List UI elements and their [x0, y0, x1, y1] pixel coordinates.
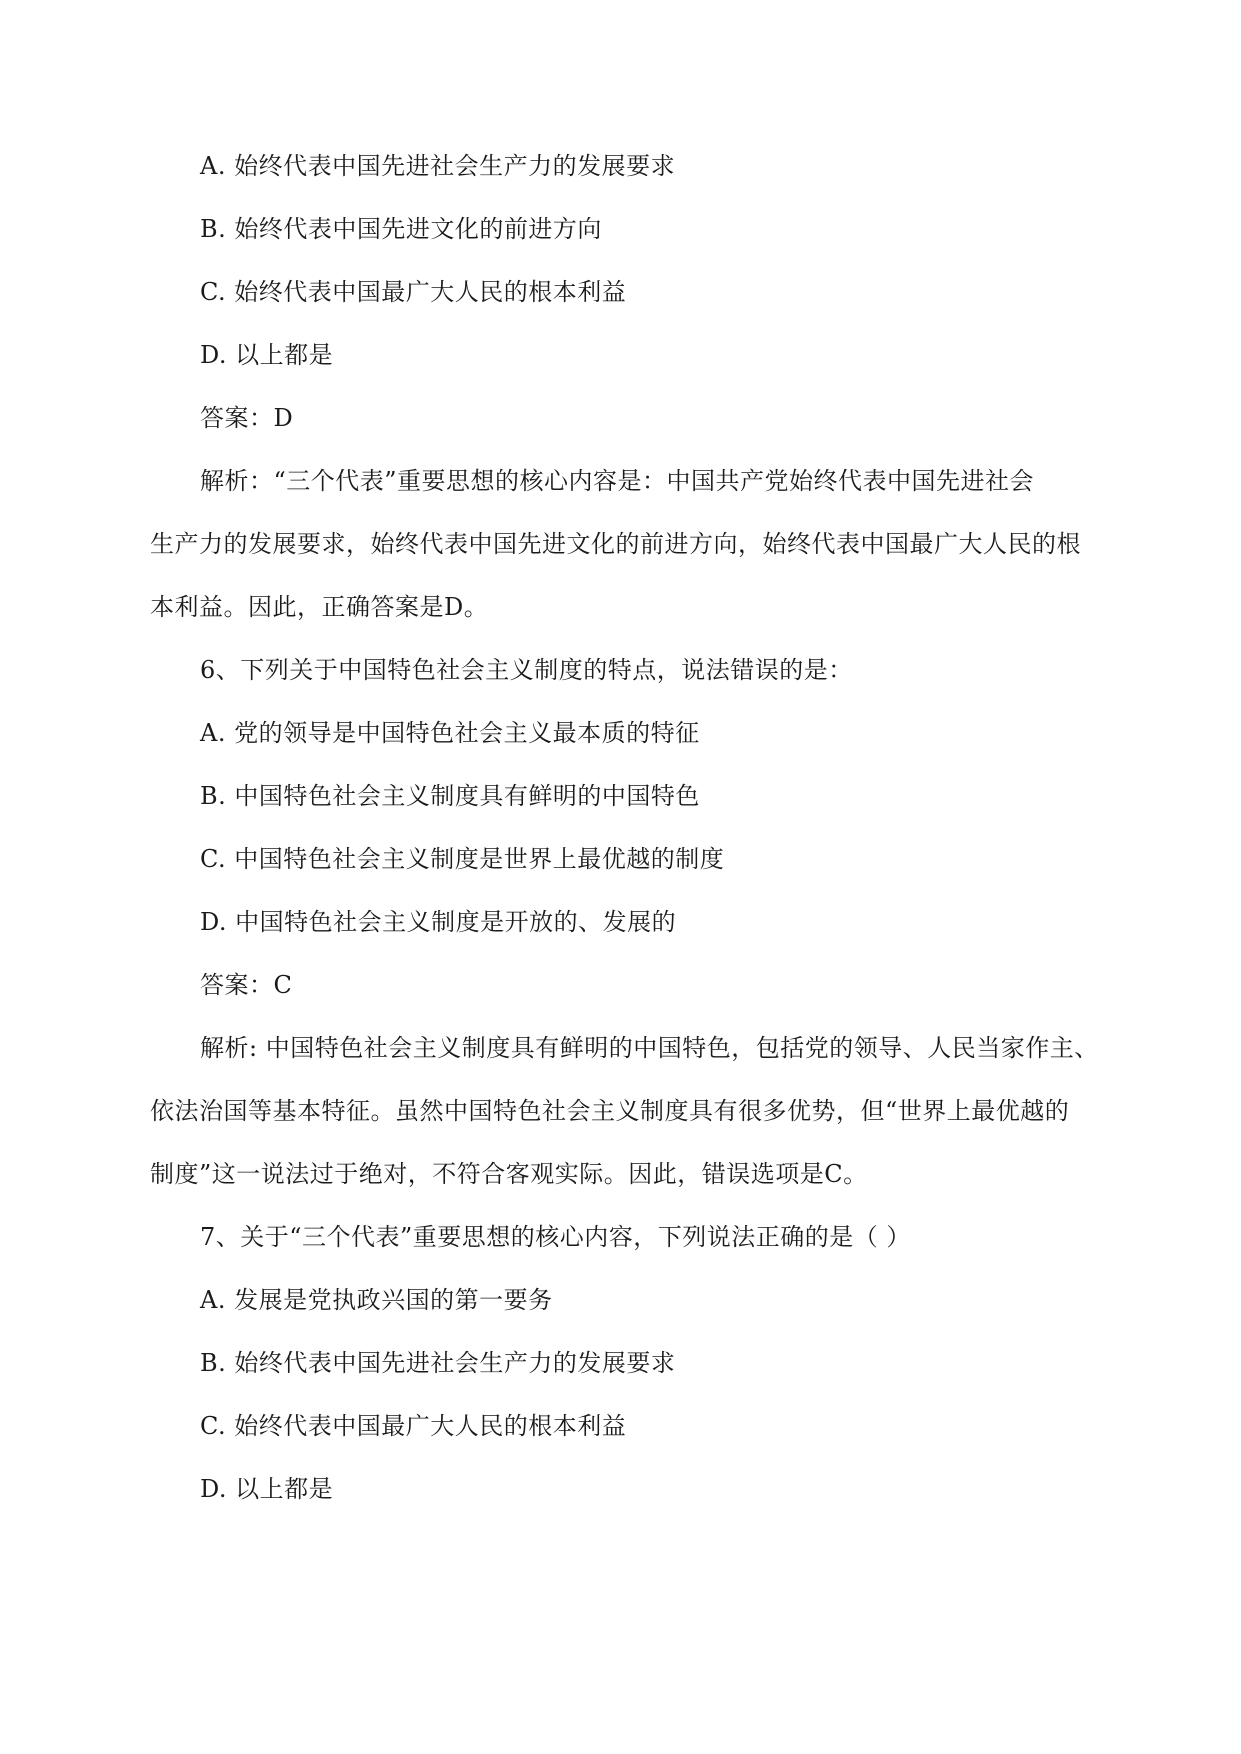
q6-analysis-line-3: 制度”这一说法过于绝对，不符合客观实际。因此，错误选项是C。: [150, 1160, 868, 1188]
q7-option-b: B. 始终代表中国先进社会生产力的发展要求: [200, 1349, 676, 1377]
q6-option-b: B. 中国特色社会主义制度具有鲜明的中国特色: [200, 782, 700, 810]
q5-answer: 答案：D: [200, 404, 294, 432]
q6-analysis-line-1: 解析: 中国特色社会主义制度具有鲜明的中国特色，包括党的领导、人民当家作主、: [200, 1034, 1099, 1062]
q5-option-b: B. 始终代表中国先进文化的前进方向: [200, 215, 602, 243]
q5-analysis-line-2: 生产力的发展要求，始终代表中国先进文化的前进方向，始终代表中国最广大人民的根: [150, 530, 1081, 558]
q5-analysis-line-3: 本利益。因此，正确答案是D。: [150, 593, 489, 621]
q6-option-a: A. 党的领导是中国特色社会主义最本质的特征: [200, 719, 700, 747]
q6-option-c: C. 中国特色社会主义制度是世界上最优越的制度: [200, 845, 725, 873]
q6-option-d: D. 中国特色社会主义制度是开放的、发展的: [200, 908, 677, 936]
q7-option-c: C. 始终代表中国最广大人民的根本利益: [200, 1412, 627, 1440]
q5-option-d: D. 以上都是: [200, 341, 334, 369]
q5-option-c: C. 始终代表中国最广大人民的根本利益: [200, 278, 627, 306]
q7-question: 7、关于“三个代表”重要思想的核心内容，下列说法正确的是（ ）: [200, 1223, 911, 1251]
q5-analysis-line-1: 解析：“三个代表”重要思想的核心内容是：中国共产党始终代表中国先进社会: [200, 467, 1035, 495]
q6-analysis-line-2: 依法治国等基本特征。虽然中国特色社会主义制度具有很多优势，但“世界上最优越的: [150, 1097, 1070, 1125]
q7-option-a: A. 发展是党执政兴国的第一要务: [200, 1286, 553, 1314]
q6-answer: 答案：C: [200, 971, 293, 999]
q7-option-d: D. 以上都是: [200, 1475, 334, 1503]
q6-question: 6、下列关于中国特色社会主义制度的特点，说法错误的是：: [200, 656, 853, 684]
q5-option-a: A. 始终代表中国先进社会生产力的发展要求: [200, 152, 676, 180]
